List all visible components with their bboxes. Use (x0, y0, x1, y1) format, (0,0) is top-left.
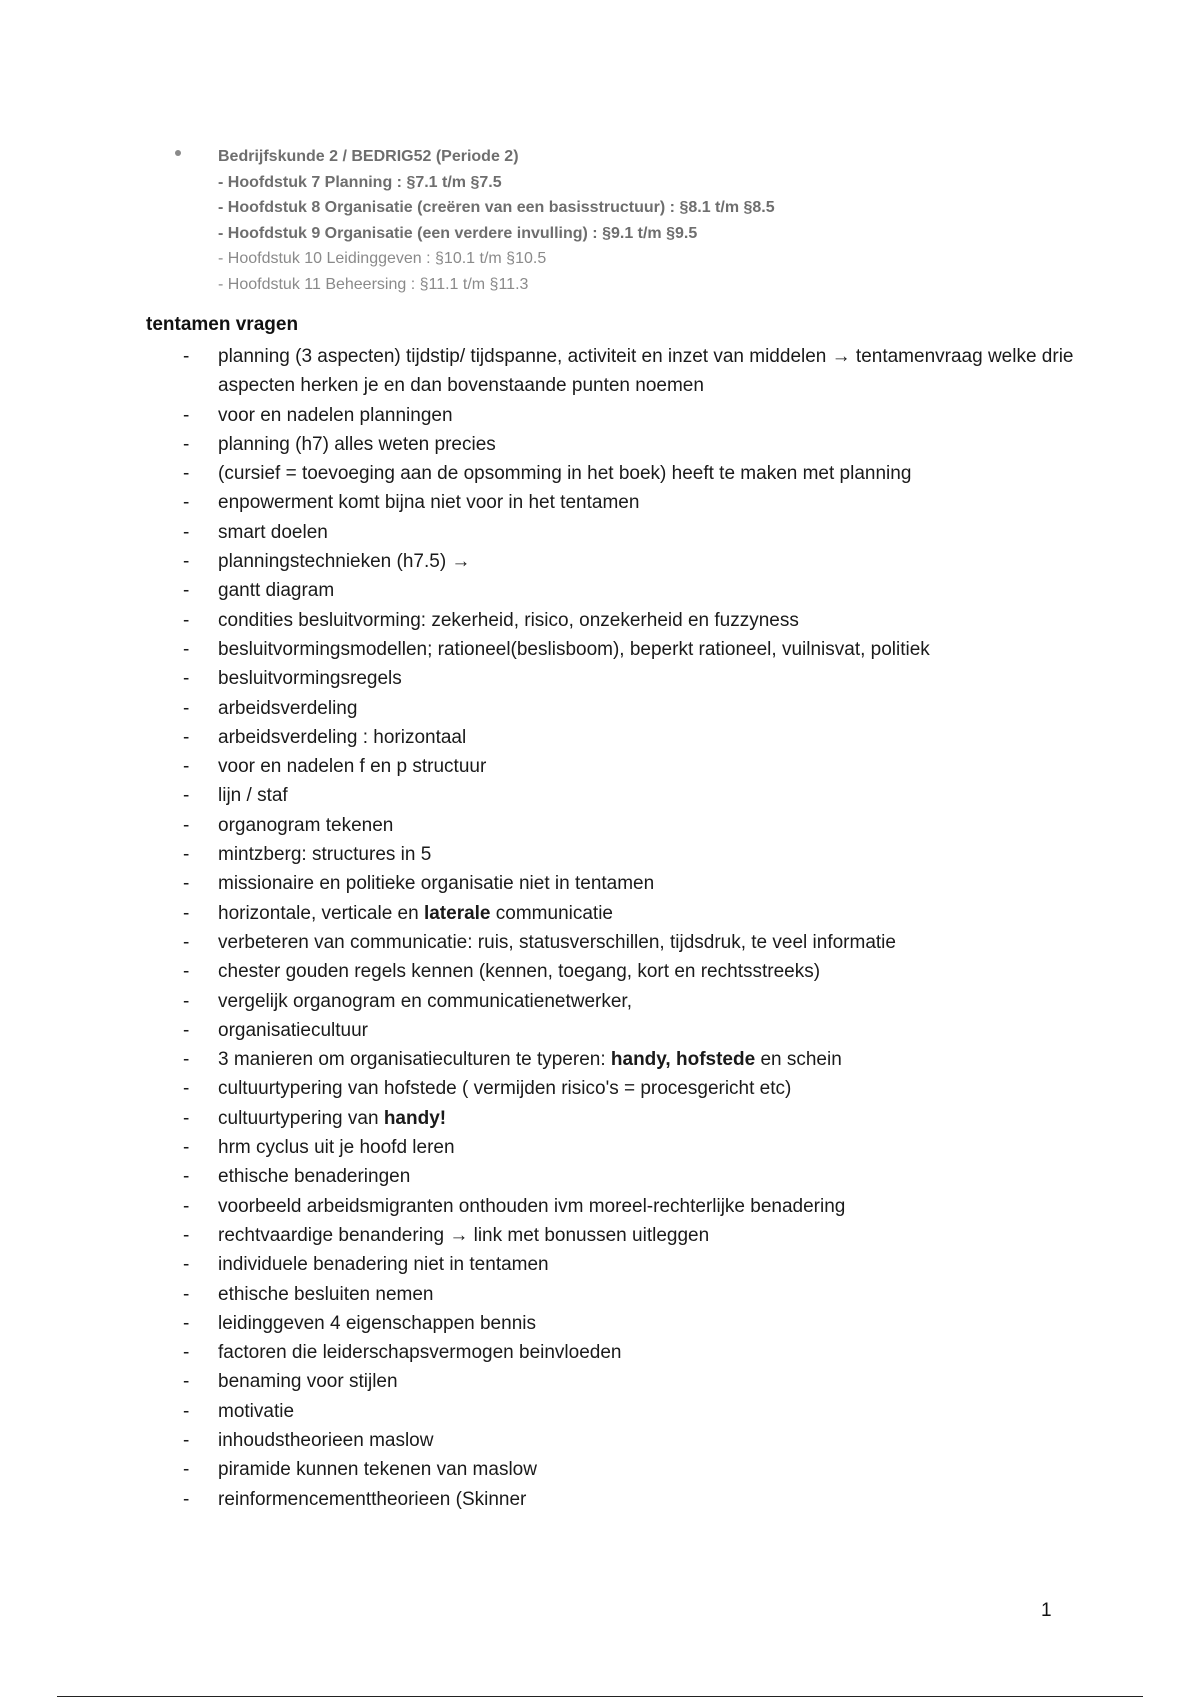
dash-marker: - (183, 1283, 190, 1305)
dash-marker: - (183, 1459, 190, 1481)
list-item-text: vergelijk organogram en communicatienetwerker, (218, 990, 632, 1012)
list-item-text: factoren die leiderschapsvermogen beinvloeden (218, 1342, 622, 1364)
dash-marker: - (183, 785, 190, 807)
list-item-text: reinformencementtheorieen (Skinner (218, 1488, 527, 1510)
list-item (183, 811, 1113, 840)
list-item-text: rechtvaardige benandering → link met bonussen uitleggen (218, 1224, 710, 1246)
list-item-text: motivatie (218, 1400, 295, 1422)
dash-marker: - (183, 492, 190, 514)
list-item (183, 957, 1113, 986)
list-item-text: voor en nadelen f en p structuur (218, 756, 487, 778)
list-item-text: gantt diagram (218, 580, 335, 602)
list-item-text: ethische benaderingen (218, 1166, 411, 1188)
list-item (183, 899, 1113, 928)
dash-marker: - (183, 1342, 190, 1364)
dash-marker: - (183, 873, 190, 895)
list-item-text: individuele benadering niet in tentamen (218, 1254, 549, 1276)
list-item (183, 1280, 1113, 1309)
list-item-text: hrm cyclus uit je hoofd leren (218, 1137, 455, 1159)
list-item (183, 723, 1113, 752)
list-item (183, 840, 1113, 869)
dash-marker: - (183, 1107, 190, 1129)
dash-marker: - (183, 961, 190, 983)
list-item (183, 488, 1113, 517)
list-item (183, 1309, 1113, 1338)
list-item (183, 342, 1113, 401)
dash-marker: - (183, 609, 190, 631)
dash-marker: - (183, 990, 190, 1012)
list-item (183, 1104, 1113, 1133)
list-item (183, 781, 1113, 810)
list-item (183, 1045, 1113, 1074)
list-item-text: communicatie (490, 902, 613, 924)
list-item-text: verbeteren van communicatie: ruis, statusverschillen, tijdsdruk, te veel informatie (218, 931, 896, 953)
list-item-text: cultuurtypering van (218, 1107, 384, 1129)
dash-marker: - (183, 1429, 190, 1451)
list-item (183, 1162, 1113, 1191)
list-item (183, 1192, 1113, 1221)
section-heading: tentamen vragen (146, 314, 299, 335)
list-item-text: ethische besluiten nemen (218, 1283, 434, 1305)
dash-marker: - (183, 1400, 190, 1422)
dash-marker: - (183, 521, 190, 543)
dash-marker: - (183, 1254, 190, 1276)
list-item-text: mintzberg: structures in 5 (218, 844, 432, 866)
list-item-text: (cursief = toevoeging aan de opsomming in het boek) heeft te maken met planning (218, 463, 912, 485)
dash-marker: - (183, 1312, 190, 1334)
list-item (183, 1338, 1113, 1367)
list-item-text: enpowerment komt bijna niet voor in het tentamen (218, 492, 640, 514)
list-item-text: lijn / staf (218, 785, 288, 807)
list-item (183, 694, 1113, 723)
list-item (183, 1426, 1113, 1455)
list-item-text: benaming voor stijlen (218, 1371, 398, 1393)
list-item (183, 1485, 1113, 1514)
list-item (183, 576, 1113, 605)
list-item (183, 635, 1113, 664)
list-item (183, 1250, 1113, 1279)
list-item-text: organisatiecultuur (218, 1019, 368, 1041)
dash-marker: - (183, 638, 190, 660)
list-item (183, 752, 1113, 781)
list-item (183, 401, 1113, 430)
dash-marker: - (183, 1137, 190, 1159)
list-item (183, 987, 1113, 1016)
chapter-line: - Hoofdstuk 10 Leidinggeven : §10.1 t/m §10.5 (218, 250, 547, 267)
list-item (183, 518, 1113, 547)
list-item (183, 1074, 1113, 1103)
list-item-text: inhoudstheorieen maslow (218, 1429, 434, 1451)
list-item (183, 1133, 1113, 1162)
dash-marker: - (183, 1371, 190, 1393)
chapter-line: - Hoofdstuk 7 Planning : §7.1 t/m §7.5 (218, 173, 502, 191)
list-item-text: planning (h7) alles weten precies (218, 433, 496, 455)
dash-marker: - (183, 1224, 190, 1246)
dash-marker: - (183, 580, 190, 602)
list-item (183, 606, 1113, 635)
chapter-line: - Hoofdstuk 11 Beheersing : §11.1 t/m §11.3 (218, 275, 529, 293)
course-title: Bedrijfskunde 2 / BEDRIG52 (Periode 2) (218, 148, 519, 165)
list-item-text: cultuurtypering van hofstede ( vermijden risico's = procesgericht etc) (218, 1078, 792, 1100)
dash-marker: - (183, 346, 190, 367)
list-item (183, 869, 1113, 898)
list-item (183, 928, 1113, 957)
dash-marker: - (183, 1488, 190, 1510)
dash-marker: - (183, 814, 190, 836)
list-item-text: planning (3 aspecten) tijdstip/ tijdspanne, activiteit en inzet van middelen → tentamenvraag welke drie aspecten herken je en dan bovenstaande punten noemen (218, 346, 1074, 397)
list-item-text: chester gouden regels kennen (kennen, toegang, kort en rechtsstreeks) (218, 961, 821, 983)
list-item-text: en schein (755, 1049, 842, 1071)
list-item-text: arbeidsverdeling : horizontaal (218, 726, 467, 748)
list-item-bold-text: handy, hofstede (610, 1049, 756, 1071)
list-item-text: condities besluitvorming: zekerheid, risico, onzekerheid en fuzzyness (218, 609, 799, 631)
dash-marker: - (183, 1166, 190, 1188)
list-item-text: missionaire en politieke organisatie niet in tentamen (218, 873, 655, 895)
dash-marker: - (183, 726, 190, 748)
list-item (183, 1397, 1113, 1426)
dash-marker: - (183, 1195, 190, 1217)
list-item (183, 1455, 1113, 1484)
list-item-text: piramide kunnen tekenen van maslow (218, 1459, 537, 1481)
chapter-line: - Hoofdstuk 9 Organisatie (een verdere invulling) : §9.1 t/m §9.5 (218, 224, 698, 242)
list-item (183, 430, 1113, 459)
dash-marker: - (183, 697, 190, 719)
list-item-text: horizontale, verticale en (218, 902, 424, 924)
chapter-line: - Hoofdstuk 8 Organisatie (creëren van een basisstructuur) : §8.1 t/m §8.5 (218, 199, 775, 216)
exam-question-list (183, 342, 1113, 1514)
list-item-text: 3 manieren om organisatieculturen te typeren: (218, 1049, 611, 1071)
footer-divider (57, 1696, 1143, 1697)
list-item (183, 1221, 1113, 1250)
bullet-dot-icon (175, 150, 181, 156)
dash-marker: - (183, 756, 190, 778)
list-item (183, 664, 1113, 693)
dash-marker: - (183, 1019, 190, 1041)
dash-marker: - (183, 463, 190, 485)
list-item (183, 1016, 1113, 1045)
dash-marker: - (183, 902, 190, 924)
dash-marker: - (183, 551, 190, 573)
list-item-text: besluitvormingsregels (218, 668, 402, 690)
list-item-text: voorbeeld arbeidsmigranten onthouden ivm moreel-rechterlijke benadering (218, 1195, 846, 1217)
list-item-text: organogram tekenen (218, 814, 394, 836)
course-lines (218, 144, 775, 297)
list-item-text: smart doelen (218, 521, 328, 543)
dash-marker: - (183, 668, 190, 690)
list-item-text: voor en nadelen planningen (218, 404, 453, 426)
dash-marker: - (183, 404, 190, 426)
list-item (183, 459, 1113, 488)
dash-marker: - (183, 1078, 190, 1100)
page-number: 1 (1041, 1600, 1052, 1621)
list-item-text: leidinggeven 4 eigenschappen bennis (218, 1312, 536, 1334)
dash-marker: - (183, 433, 190, 455)
list-item-text: arbeidsverdeling (218, 697, 358, 719)
list-item-bold-text: handy! (383, 1107, 447, 1129)
dash-marker: - (183, 931, 190, 953)
dash-marker: - (183, 844, 190, 866)
list-item (183, 1367, 1113, 1396)
list-item-text: planningstechnieken (h7.5) → (218, 551, 471, 573)
course-bullet-block (180, 144, 775, 297)
dash-marker: - (183, 1049, 190, 1071)
list-item-bold-text: laterale (423, 902, 491, 924)
list-item (183, 547, 1113, 576)
list-item-text: besluitvormingsmodellen; rationeel(beslisboom), beperkt rationeel, vuilnisvat, politiek (218, 638, 930, 660)
